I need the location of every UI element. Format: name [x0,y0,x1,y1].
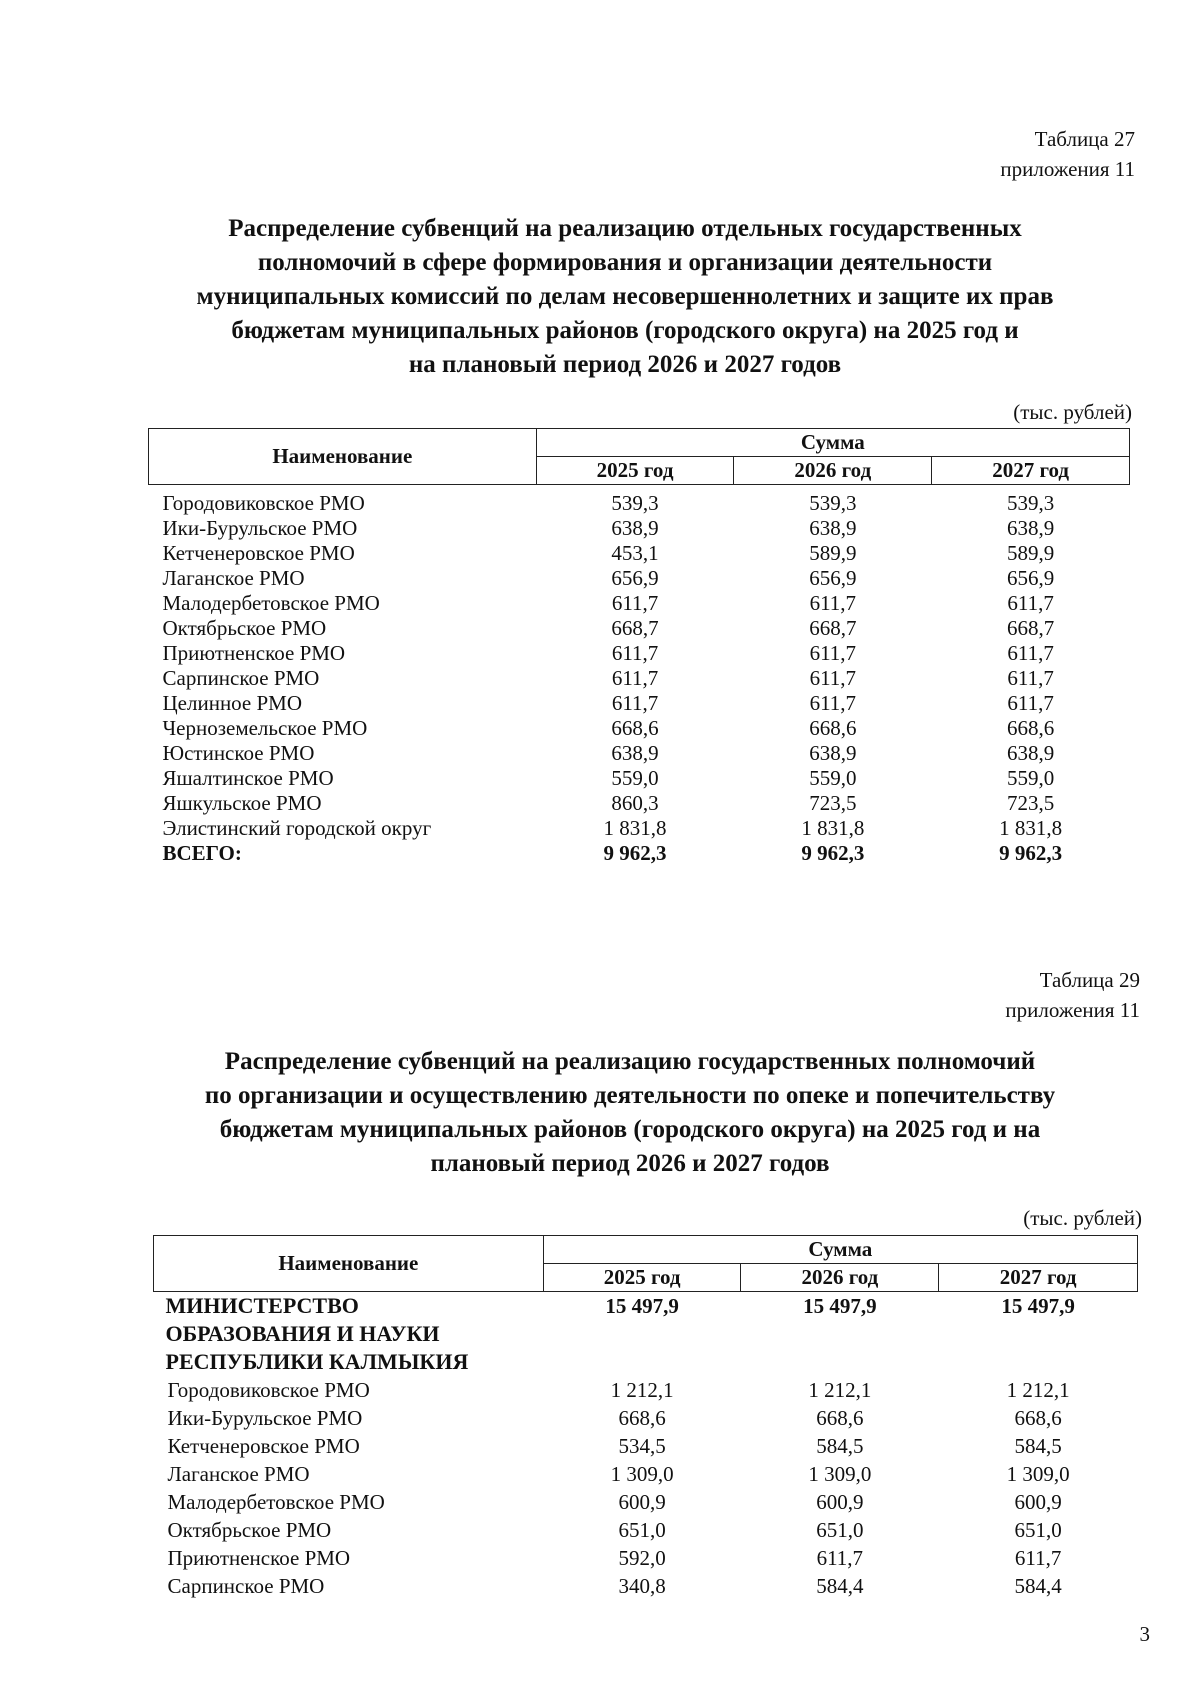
total-2027: 9 962,3 [999,841,1063,865]
row-name: Ики-Бурульское РМО [167,1405,363,1430]
table-row [154,1544,1138,1572]
table-row [149,816,1130,841]
value-2026: 1 309,0 [808,1461,872,1486]
value-2025: 453,1 [611,541,659,565]
table27-title [130,212,1120,382]
total-row [149,841,1130,866]
row-name: Городовиковское РМО [162,491,365,515]
value-2027: 611,7 [1014,1545,1062,1570]
row-name: Ики-Бурульское РМО [162,516,358,540]
value-2025: 340,8 [618,1573,666,1598]
value-2026: 668,6 [809,716,857,740]
value-2027: 611,7 [1007,666,1054,690]
row-name: Октябрьское РМО [162,616,327,640]
value-2025: 668,6 [618,1405,666,1430]
row-name: Яшкульское РМО [162,791,322,815]
value-2026: 638,9 [809,516,857,540]
value-2026: 559,0 [809,766,857,790]
table-row [149,641,1130,666]
row-name: Черноземельское РМО [162,716,368,740]
value-2026: 651,0 [816,1517,864,1542]
value-2025: 860,3 [611,791,659,815]
row-name: Лаганское РМО [167,1461,310,1486]
value-2027: 611,7 [1007,591,1054,615]
table27-header-year: 2025 год [536,457,734,485]
table27-title-line: полномочий в сфере формирования и организации деятельности [257,249,993,276]
value-2027: 651,0 [1014,1517,1062,1542]
value-2027: 600,9 [1014,1489,1062,1514]
table-row [149,741,1130,766]
table-row [149,766,1130,791]
value-2027: 584,5 [1014,1433,1062,1458]
value-2025: 668,6 [611,716,659,740]
row-name: Приютненское РМО [167,1545,351,1570]
org-value-2025: 15 497,9 [605,1294,679,1318]
value-2027: 638,9 [1006,516,1055,540]
total-2026: 9 962,3 [801,841,865,865]
table27-title-line: муниципальных комиссий по делам несовершеннолетних и защите их прав [196,283,1054,310]
table-row [154,1432,1138,1460]
table27-units: (тыс. рублей) [1013,400,1132,424]
table29-header-year: 2027 год [939,1264,1138,1292]
row-name: Кетченеровское РМО [162,541,355,565]
value-2027: 584,4 [1014,1573,1062,1598]
org-row [154,1292,1138,1377]
row-name: Лаганское РМО [162,566,305,590]
row-name: Юстинское РМО [162,741,315,765]
table29-header-year: 2026 год [741,1264,939,1292]
value-2026: 584,4 [816,1573,864,1598]
org-name-line: РЕСПУБЛИКИ КАЛМЫКИЯ [165,1349,469,1374]
value-2026: 656,9 [809,566,857,590]
table27-title-line: бюджетам муниципальных районов (городского округа) на 2025 год и [231,317,1019,344]
row-name: Малодербетовское РМО [162,591,380,615]
table29-title-line: бюджетам муниципальных районов (городского округа) на 2025 год и на [219,1116,1041,1143]
table27-header-year: 2027 год [932,457,1130,485]
value-2025: 611,7 [611,691,659,715]
table29-caption-number: Таблица 29 [1039,968,1140,992]
value-2026: 668,7 [809,616,857,640]
value-2025: 668,7 [611,616,659,640]
table29-title-line: плановый период 2026 и 2027 годов [430,1150,830,1177]
row-name: Сарпинское РМО [162,666,320,690]
value-2026: 584,5 [816,1433,864,1458]
table-row [154,1376,1138,1404]
value-2025: 534,5 [618,1433,666,1458]
value-2025: 539,3 [611,491,659,515]
value-2027: 668,6 [1006,716,1055,740]
value-2026: 723,5 [809,791,857,815]
value-2026: 668,6 [816,1405,864,1430]
value-2026: 589,9 [809,541,857,565]
value-2025: 600,9 [618,1489,666,1514]
value-2025: 611,7 [611,591,659,615]
row-name: Целинное РМО [162,691,303,715]
table29-header-year: 2025 год [543,1264,741,1292]
table29-title [120,1045,1140,1181]
table-row [149,591,1130,616]
org-name [154,1292,544,1377]
table27-title-line: Распределение субвенций на реализацию отдельных государственных [228,215,1022,242]
row-name: Элистинский городской округ [162,816,432,840]
value-2026: 611,7 [809,591,857,615]
table-row [149,516,1130,541]
value-2027: 611,7 [1007,641,1054,665]
row-name: Малодербетовское РМО [167,1489,385,1514]
value-2027: 559,0 [1006,766,1055,790]
org-value-2027: 15 497,9 [1001,1294,1075,1318]
org-name-line: ОБРАЗОВАНИЯ И НАУКИ [165,1321,440,1346]
value-2025: 651,0 [618,1517,666,1542]
value-2025: 638,9 [611,741,659,765]
value-2025: 611,7 [611,641,659,665]
table-row [149,566,1130,591]
table-row [149,791,1130,816]
value-2026: 1 831,8 [801,816,865,840]
value-2027: 1 212,1 [1006,1377,1070,1402]
table27-caption-number: Таблица 27 [1034,127,1135,151]
table29 [153,1235,1138,1600]
value-2027: 656,9 [1006,566,1055,590]
value-2026: 611,7 [809,691,857,715]
value-2027: 611,7 [1007,691,1054,715]
value-2025: 592,0 [618,1545,666,1570]
value-2025: 611,7 [611,666,659,690]
row-name: Городовиковское РМО [167,1377,370,1402]
table-row [154,1460,1138,1488]
value-2027: 1 309,0 [1006,1461,1070,1486]
value-2025: 559,0 [611,766,659,790]
table27 [148,428,1130,866]
table29-caption-appendix: приложения 11 [1005,998,1140,1022]
table29-header-name: Наименование [154,1236,544,1292]
value-2026: 539,3 [809,491,857,515]
table29-caption [800,965,1140,1025]
table29-title-line: Распределение субвенций на реализацию государственных полномочий [224,1048,1036,1075]
page-number: 3 [1139,1622,1150,1646]
table-row [154,1516,1138,1544]
table-row [149,616,1130,641]
table27-header-sum: Сумма [536,429,1129,457]
row-name: Кетченеровское РМО [167,1433,360,1458]
value-2027: 668,6 [1014,1405,1062,1430]
table-row [154,1404,1138,1432]
org-value-2026: 15 497,9 [803,1294,877,1318]
value-2025: 1 309,0 [610,1461,674,1486]
row-name: Октябрьское РМО [167,1517,332,1542]
table29-title-line: по организации и осуществлению деятельности по опеке и попечительству [204,1082,1056,1109]
table27-header-year: 2026 год [734,457,932,485]
table-row [154,1572,1138,1600]
value-2025: 1 212,1 [610,1377,674,1402]
value-2025: 1 831,8 [603,816,667,840]
value-2026: 1 212,1 [808,1377,872,1402]
table-row [149,716,1130,741]
table-row [149,541,1130,566]
table27-caption [800,124,1135,184]
value-2027: 589,9 [1006,541,1055,565]
value-2026: 600,9 [816,1489,864,1514]
table-row [149,491,1130,516]
value-2027: 539,3 [1006,491,1055,515]
value-2025: 656,9 [611,566,659,590]
table29-units: (тыс. рублей) [1023,1206,1142,1230]
row-name: Сарпинское РМО [167,1573,325,1598]
value-2027: 638,9 [1006,741,1055,765]
value-2025: 638,9 [611,516,659,540]
value-2026: 611,7 [816,1545,864,1570]
table-row [149,691,1130,716]
value-2027: 1 831,8 [999,816,1063,840]
row-name: Приютненское РМО [162,641,346,665]
table27-caption-appendix: приложения 11 [1000,157,1135,181]
value-2027: 723,5 [1006,791,1055,815]
table-row [149,666,1130,691]
value-2027: 668,7 [1006,616,1055,640]
total-2025: 9 962,3 [603,841,667,865]
value-2026: 611,7 [809,641,857,665]
table27-header-name: Наименование [149,429,537,485]
org-name-line: МИНИСТЕРСТВО [165,1293,359,1318]
table27-title-line: на плановый период 2026 и 2027 годов [408,351,842,378]
row-name: Яшалтинское РМО [162,766,334,790]
value-2026: 611,7 [809,666,857,690]
table29-header-sum: Сумма [543,1236,1137,1264]
value-2026: 638,9 [809,741,857,765]
table-row [154,1488,1138,1516]
total-label: ВСЕГО: [162,841,242,865]
